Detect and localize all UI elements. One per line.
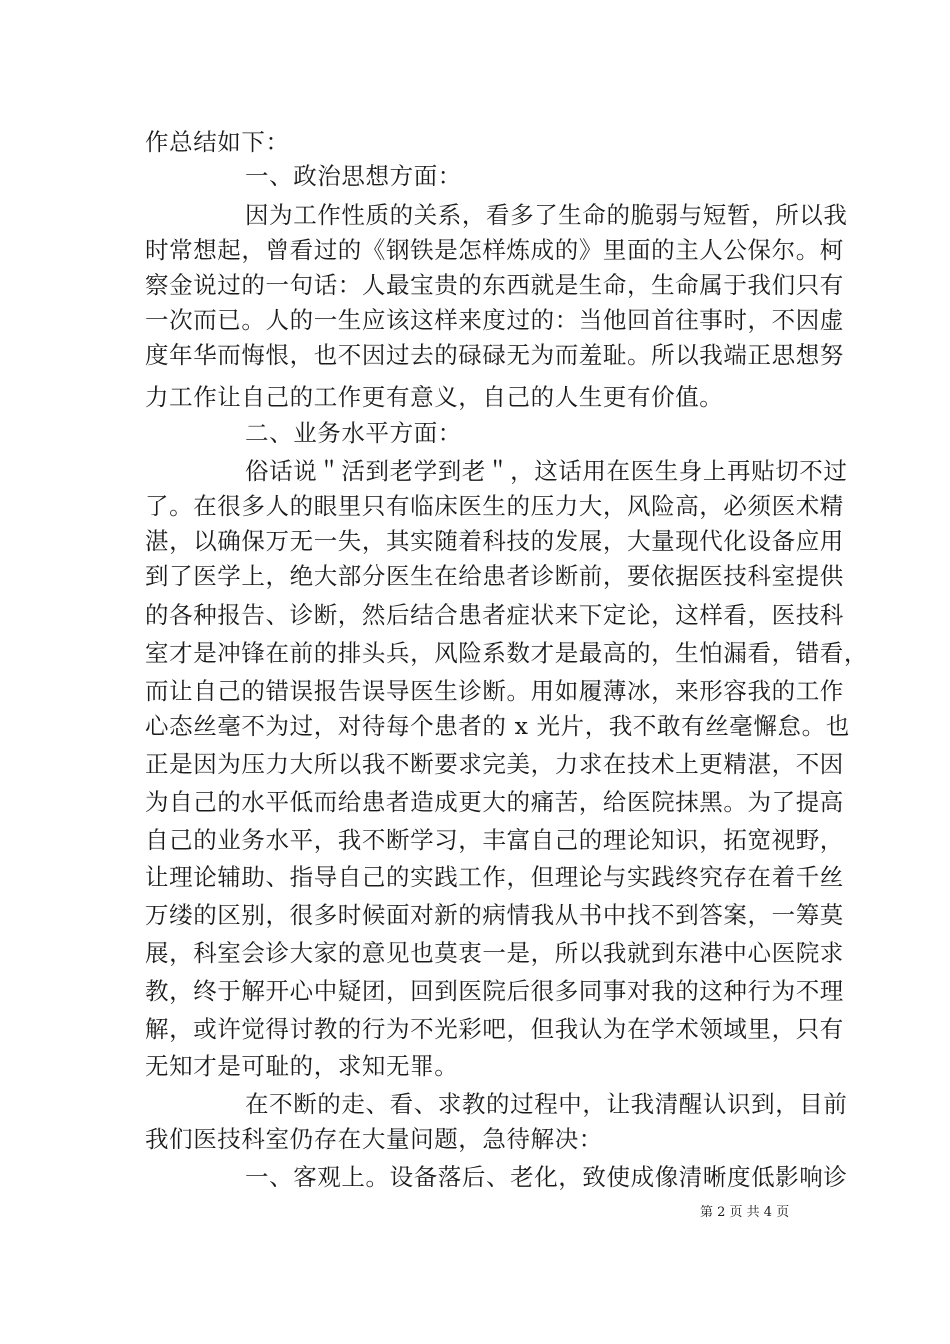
text-line-3: 因为工作性质的关系，看多了生命的脆弱与短暂，所以我 (245, 201, 848, 229)
text-line-22: 万缕的区别，很多时候面对新的病情我从书中找不到答案，一筹莫 (145, 901, 844, 929)
text-line-7: 度年华而悔恨，也不因过去的碌碌无为而羞耻。所以我端正思想努 (145, 341, 844, 369)
text-line-12: 湛，以确保万无一失，其实随着科技的发展，大量现代化设备应用 (145, 527, 844, 555)
text-line-5: 察金说过的一句话：人最宝贵的东西就是生命，生命属于我们只有 (145, 271, 844, 299)
text-line-27: 在不断的走、看、求教的过程中，让我清醒认识到，目前 (245, 1090, 848, 1118)
text-line-13: 到了医学上，绝大部分医生在给患者诊断前，要依据医技科室提供 (145, 562, 844, 590)
text-line-11: 了。在很多人的眼里只有临床医生的压力大，风险高，必须医术精 (145, 492, 844, 520)
text-line-6: 一次而已。人的一生应该这样来度过的：当他回首往事时，不因虚 (145, 306, 844, 334)
text-line-14: 的各种报告、诊断，然后结合患者症状来下定论，这样看，医技科 (145, 601, 844, 629)
text-line-16: 而让自己的错误报告误导医生诊断。用如履薄冰，来形容我的工作 (145, 677, 844, 705)
text-line-10: 俗话说＂活到老学到老＂，这话用在医生身上再贴切不过 (245, 457, 848, 485)
section-heading-politics: 一、政治思想方面： (245, 162, 462, 190)
text-line-19: 为自己的水平低而给患者造成更大的痛苦，给医院抹黑。为了提高 (145, 788, 844, 816)
text-line-1: 作总结如下： (145, 128, 290, 156)
text-line-28: 我们医技科室仍存在大量问题，急待解决： (145, 1125, 603, 1153)
text-line-15: 室才是冲锋在前的排头兵，风险系数才是最高的，生怕漏看，错看， (145, 639, 868, 667)
text-line-23: 展，科室会诊大家的意见也莫衷一是，所以我就到东港中心医院求 (145, 939, 844, 967)
text-line-25: 解，或许觉得讨教的行为不光彩吧，但我认为在学术领域里，只有 (145, 1015, 844, 1043)
text-line-26: 无知才是可耻的，求知无罪。 (145, 1052, 459, 1080)
text-line-8: 力工作让自己的工作更有意义，自己的人生更有价值。 (145, 383, 724, 411)
section-heading-business: 二、业务水平方面： (245, 419, 462, 447)
text-line-20: 自己的业务水平，我不断学习，丰富自己的理论知识，拓宽视野， (145, 826, 844, 854)
text-line-17: 心态丝毫不为过，对待每个患者的 x 光片，我不敢有丝毫懈怠。也 (145, 712, 850, 740)
text-line-4: 时常想起，曾看过的《钢铁是怎样炼成的》里面的主人公保尔。柯 (145, 236, 844, 264)
text-line-18: 正是因为压力大所以我不断要求完美，力求在技术上更精湛，不因 (145, 750, 844, 778)
text-line-29: 一、客观上。设备落后、老化，致使成像清晰度低影响诊 (245, 1163, 848, 1191)
text-line-21: 让理论辅助、指导自己的实践工作，但理论与实践终究存在着千丝 (145, 863, 844, 891)
text-line-24: 教，终于解开心中疑团，回到医院后很多同事对我的这种行为不理 (145, 977, 844, 1005)
page-number-footer: 第 2 页 共 4 页 (700, 1205, 790, 1220)
